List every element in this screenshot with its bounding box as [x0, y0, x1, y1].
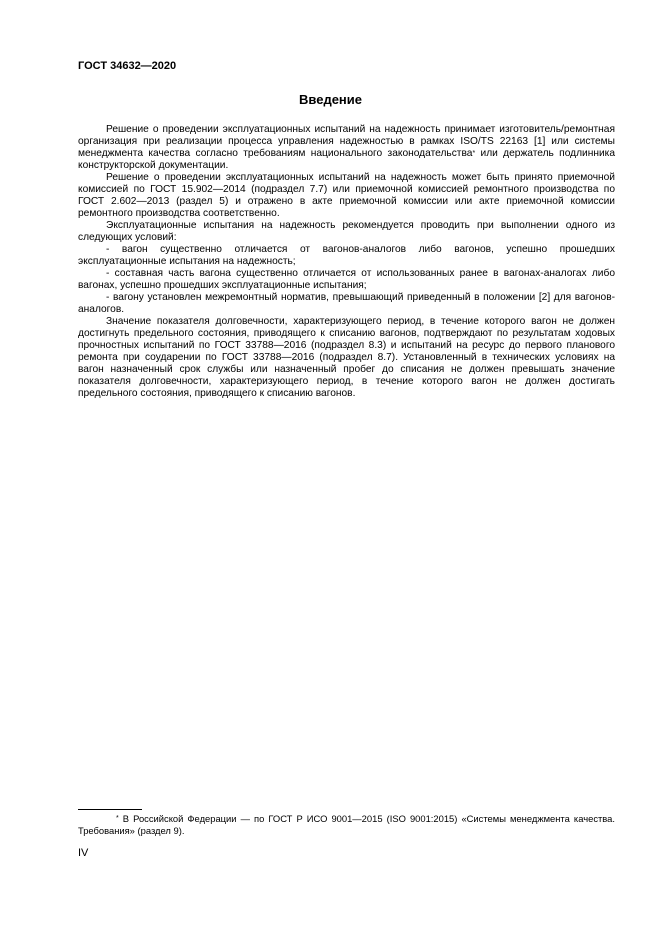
list-item-2: - составная часть вагона существенно отличается от использованных ранее в вагонах-аналогах либо вагонах, успешно прошедших эксплуатационные испытания; [78, 268, 615, 291]
paragraph-3: Эксплуатационные испытания на надежность рекомендуется проводить при выполнении одного из следующих условий: [78, 220, 615, 243]
paragraph-4: Значение показателя долговечности, характеризующего период, в течение которого вагон не должен достигнуть предельного состояния, приводящего к списанию вагонов, подтверждают по результатам ходовых прочностных испытаний по ГОСТ 33788—2016 (подраздел 8.3) и испытаний на ресурс до первого планового ремонта при соударении по ГОСТ 33788—2016 (подраздел 8.7). Установленный в технических условиях на вагон назначенный срок службы или назначенный пробег до списания не должен превышать значение показателя долговечности, характеризующего период, в течение которого вагон не должен достигать предельного состояния, приводящего к списанию вагонов. [78, 316, 615, 399]
footnote-reference: * [472, 150, 476, 157]
section-title: Введение [299, 92, 362, 107]
list-item-3: - вагону установлен межремонтный норматив, превышающий приведенный в положении [2] для вагонов-аналогов. [78, 292, 615, 315]
footnote-mark: * [116, 815, 119, 822]
footnote-text: В Российской Федерации — по ГОСТ Р ИСО 9001—2015 (ISO 9001:2015) «Системы менеджмента качества. Требования» (раздел 9). [78, 813, 615, 836]
page-number: IV [78, 847, 89, 859]
footnote-divider [78, 809, 142, 810]
paragraph-1: Решение о проведении эксплуатационных испытаний на надежность принимает изготовитель/ремонтная организация при реализации процесса управления надежностью в рамках ISO/TS 22163 [1] или системы менеджмента качества согласно требованиям национального законодательства* или держатель подлинника конструкторской документации. [78, 124, 616, 171]
footnote [78, 813, 615, 837]
paragraph-2: Решение о проведении эксплуатационных испытаний на надежность может быть принято приемочной комиссией по ГОСТ 15.902—2014 (подраздел 7.7) или приемочной комиссией ремонтного производства по ГОСТ 2.602—2013 (раздел 5) и отражено в акте приемочной комиссии или акте приемочной комиссии ремонтного производства соответственно. [78, 172, 615, 219]
list-item-1: - вагон существенно отличается от вагонов-аналогов либо вагонов, успешно прошедших эксплуатационные испытания на надежность; [78, 244, 615, 267]
body-text [78, 124, 615, 400]
document-header: ГОСТ 34632—2020 [78, 60, 177, 72]
